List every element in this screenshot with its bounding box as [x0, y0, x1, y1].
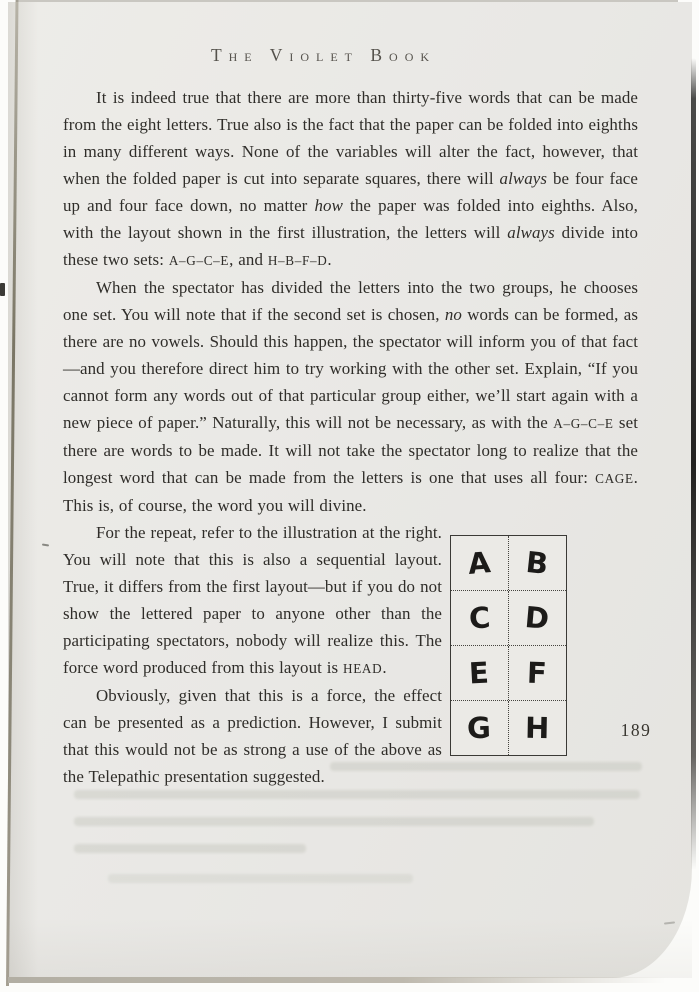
- grid-row: [451, 591, 566, 646]
- grid-cell-h: H: [524, 710, 550, 746]
- grid-cell-e: E: [451, 646, 509, 700]
- grid-cell-f: F: [526, 655, 548, 691]
- grid-row: [451, 536, 566, 591]
- page-edge-bottom: [8, 977, 666, 983]
- paragraph-1: It is indeed true that there are more than thirty-five words that can be made from the eight letters. True also is the fact that the paper can be folded into eighths in many different ways. None of the variables will alter the fact, however, that when the folded paper is cut into separate squares, there will always be four face up and four face down, no matter how the paper was folded into eighths. Also, with the layout shown in the first illustration, the letters will always divide into these two sets: A–G–C–E, and H–B–F–D.: [63, 88, 638, 269]
- paragraph-2: When the spectator has divided the letters into the two groups, he chooses one set. You will note that if the second set is chosen, no words can be formed, as there are no vowels. Should this happen, the spectator will inform you of that fact—and you therefore direct him to try working with the other set. Explain, “If you cannot form any words out of that particular group either, we’ll start again with a new piece of paper.” Naturally, this will not be necessary, as with the A–G–C–E set there are words to be made. It will not take the spectator long to realize that the longest word that can be made from the letters is one that uses all four: CAGE. This is, of course, the word you will divine.: [63, 278, 638, 515]
- grid-cell-d: D: [523, 600, 551, 636]
- page-number: 189: [620, 720, 652, 740]
- paragraph-4: Obviously, given that this is a force, the effect can be presented as a prediction. However, I submit that this would not be as strong a use of the above as the Telepathic presentation suggested.: [63, 686, 442, 786]
- grid-cell-b: B: [524, 544, 551, 582]
- scan-speck: [0, 283, 5, 296]
- grid-row: [451, 646, 566, 701]
- grid-cell-a: A: [451, 536, 509, 590]
- letter-grid-illustration: [450, 535, 567, 756]
- grid-cell-c: C: [451, 591, 509, 645]
- bleed-through-line: [74, 817, 594, 826]
- page-edge-right: [691, 58, 696, 870]
- bleed-through-line: [74, 790, 640, 799]
- paragraph-3: For the repeat, refer to the illustration at the right. You will note that this is also a sequential layout. True, it differs from the first layout—but if you do not show the lettered paper to anyone other than the participating spectators, nobody will realize this. The force word produced from this layout is HEAD.: [63, 523, 442, 677]
- bleed-through-line: [108, 874, 413, 883]
- running-header: The Violet Book: [210, 45, 437, 65]
- bleed-through-line: [74, 844, 306, 853]
- grid-row: [451, 701, 566, 755]
- grid-cell-g: G: [451, 701, 509, 755]
- bleed-through-line: [330, 762, 642, 771]
- page-edge-top: [16, 0, 678, 2]
